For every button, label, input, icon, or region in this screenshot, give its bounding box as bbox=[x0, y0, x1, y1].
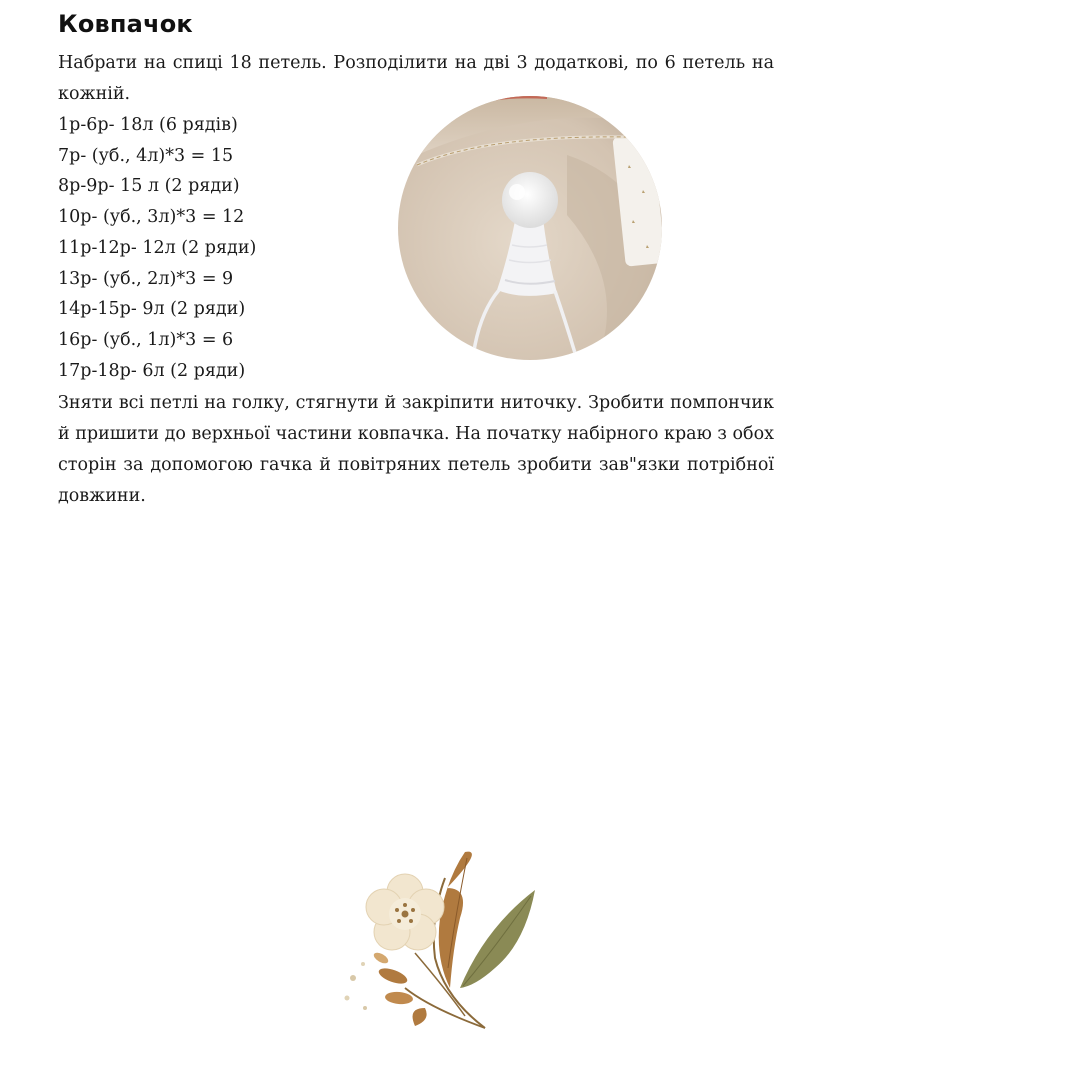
row-instruction: 14р-15р- 9л (2 ряди) bbox=[58, 299, 246, 320]
floral-ornament-icon bbox=[335, 848, 545, 1044]
row-instruction: 7р- (уб., 4л)*3 = 15 bbox=[58, 145, 234, 166]
rows-list bbox=[58, 110, 256, 386]
row-instruction: 16р- (уб., 1л)*3 = 6 bbox=[58, 329, 234, 350]
row-instruction: 11р-12р- 12л (2 ряди) bbox=[58, 237, 257, 258]
row-instruction: 17р-18р- 6л (2 ряди) bbox=[58, 360, 246, 381]
row-instruction: 10р- (уб., 3л)*3 = 12 bbox=[58, 207, 245, 228]
row-instruction: 1р-6р- 18л (6 рядів) bbox=[58, 115, 238, 135]
row-instruction: 8р-9р- 15 л (2 ряди) bbox=[58, 176, 240, 197]
outro-paragraph: Зняти всі петлі на голку, стягнути й закріпити ниточку. Зробити помпончик й пришити до верхньої частини ковпачка. На початку набірного краю з обох сторін за допомогою гачка й повітряних петель зробити зав"язки потрібної довжини. bbox=[58, 393, 774, 506]
page-title: Ковпачок bbox=[58, 10, 193, 38]
row-instruction: 13р- (уб., 2л)*3 = 9 bbox=[58, 268, 234, 289]
hat-photo bbox=[397, 95, 663, 361]
intro-paragraph: Набрати на спиці 18 петель. Розподілити на дві 3 додаткові, по 6 петель на кожній. bbox=[58, 53, 774, 104]
